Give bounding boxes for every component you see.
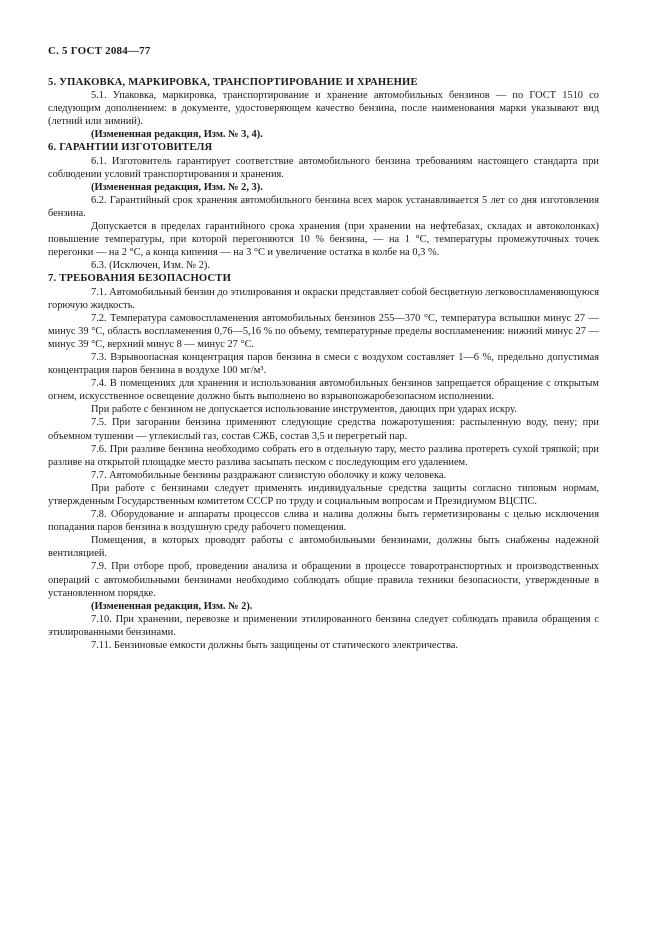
paragraph-7-1: 7.1. Автомобильный бензин до этилирования и окраски представляет собой бесцветную легковоспламеняющуюся горючую жидкость.	[48, 286, 599, 311]
paragraph-6-1: 6.1. Изготовитель гарантирует соответствие автомобильного бензина требованиям настоящего стандарта при соблюдении условий транспортирования и хранения.	[48, 155, 599, 180]
amendment-note-7-9: (Измененная редакция, Изм. № 2).	[91, 600, 253, 612]
paragraph-7-6: 7.6. При разливе бензина необходимо собрать его в отдельную тару, место разлива протереть сухой тряпкой; при разливе на открытой площадке место разлива засыпать песком с последующим его удалением.	[48, 443, 599, 468]
paragraph-7-3: 7.3. Взрывоопасная концентрация паров бензина в смеси с воздухом составляет 1—6 %, предельно допустимая концентрация паров бензина в воздухе 100 мг/м³.	[48, 351, 599, 377]
paragraph-5-1: 5.1. Упаковка, маркировка, транспортирование и хранение автомобильных бензинов — по ГОСТ 1510 со следующим дополнением: в документе, удостоверяющем качество бензина, после наименования марки указывают вид (летний или зимний).	[48, 90, 599, 128]
amendment-note-6-1: (Измененная редакция, Изм. № 2, 3).	[91, 181, 263, 193]
paragraph-7-5: 7.5. При загорании бензина применяют следующие средства пожаротушения: распыленную воду, пену; при объемном тушении — углекислый газ, состав СЖБ, состав 3,5 и перегретый пар.	[48, 417, 599, 442]
paragraph-7-8: 7.8. Оборудование и аппараты процессов слива и налива должны быть герметизированы с целью исключения попадания паров бензина в воздушную среду рабочего помещения.	[48, 509, 599, 534]
paragraph-7-7: 7.7. Автомобильные бензины раздражают слизистую оболочку и кожу человека.	[91, 469, 447, 481]
paragraph-7-4: 7.4. В помещениях для хранения и использования автомобильных бензинов запрещается обращение с открытым огнем, искусственное освещение должно быть выполнено во взрывопожаробезопасном исполнении.	[48, 378, 599, 403]
page-header: С. 5 ГОСТ 2084—77	[48, 45, 151, 57]
paragraph-6-2-extra: Допускается в пределах гарантийного срока хранения (при хранении на нефтебазах, складах и автоколонках) повышение температуры, при которой перегоняются 10 % бензина, — на 1 °С, температуры промежуточных точек перегонки — на 2 °С, а конца кипения — на 3 °С и увеличение остатка в колбе на 0,3 %.	[48, 221, 599, 259]
paragraph-7-10: 7.10. При хранении, перевозке и применении этилированного бензина следует соблюдать правила обращения с этилированными бензинами.	[48, 613, 599, 638]
paragraph-7-4-extra: При работе с бензином не допускается использование инструментов, дающих при ударах искру.	[91, 404, 517, 416]
paragraph-7-9: 7.9. При отборе проб, проведении анализа и обращении в процессе товаротранспортных и производственных операций с автомобильными бензинами необходимо соблюдать общие правила техники безопасности, утвержденные в установленном порядке.	[48, 561, 599, 599]
amendment-note-5: (Измененная редакция, Изм. № 3, 4).	[91, 129, 263, 141]
document-body	[48, 76, 599, 652]
paragraph-7-11: 7.11. Бензиновые емкости должны быть защищены от статического электричества.	[91, 640, 458, 652]
paragraph-7-7-extra: При работе с бензинами следует применять индивидуальные средства защиты согласно типовым нормам, утвержденным Государственным комитетом СССР по труду и социальным вопросам и Президиумом ВЦСПС.	[48, 482, 599, 507]
paragraph-6-3: 6.3. (Исключен, Изм. № 2).	[91, 260, 210, 272]
paragraph-7-2: 7.2. Температура самовоспламенения автомобильных бензинов 255—370 °С, температура вспышки минус 27 — минус 39 °С, область воспламенения 0,76—5,16 % по объему, температурные пределы воспламенения: нижний минус 27 — минус 39 °С, верхний минус 8 — минус 27 °С.	[48, 312, 599, 350]
section-5-title: 5. УПАКОВКА, МАРКИРОВКА, ТРАНСПОРТИРОВАНИЕ И ХРАНЕНИЕ	[48, 77, 418, 88]
section-6-title: 6. ГАРАНТИИ ИЗГОТОВИТЕЛЯ	[48, 142, 213, 154]
section-7-title: 7. ТРЕБОВАНИЯ БЕЗОПАСНОСТИ	[48, 273, 232, 285]
paragraph-7-8-extra: Помещения, в которых проводят работы с автомобильными бензинами, должны быть снабжены надежной вентиляцией.	[48, 535, 599, 560]
paragraph-6-2: 6.2. Гарантийный срок хранения автомобильного бензина всех марок устанавливается 5 лет со дня изготовления бензина.	[48, 194, 599, 219]
